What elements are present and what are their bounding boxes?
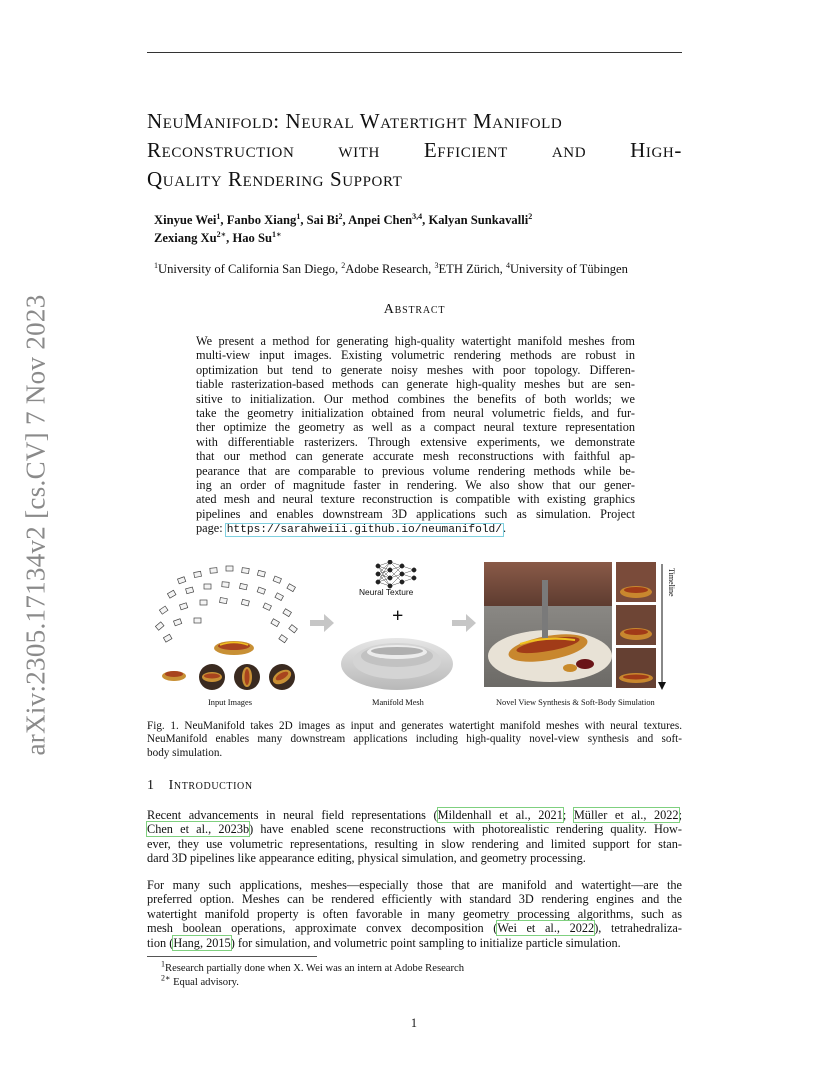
abstract-line: ated mesh and neural texture reconstruction is compatible with existing graphics bbox=[196, 492, 635, 507]
affil-name: University of Tübingen bbox=[509, 262, 628, 276]
author-sep: , bbox=[342, 213, 349, 227]
abstract-line: pipelines and enables downstream 3D applications such as simulation. Project bbox=[196, 506, 635, 521]
author-line-2 bbox=[154, 229, 674, 247]
manifold-mesh-label: Manifold Mesh bbox=[372, 698, 424, 707]
caption-line: NeuManifold enables many downstream applications including high-quality novel-view synthesis and soft- bbox=[147, 733, 682, 746]
author-sep: , bbox=[226, 231, 233, 245]
author-name: Xinyue Wei bbox=[154, 213, 217, 227]
footnote-2 bbox=[161, 973, 239, 989]
affil-sup: 1 bbox=[154, 260, 158, 270]
para-line bbox=[147, 936, 682, 950]
author-name: Zexiang Xu bbox=[154, 231, 217, 245]
affil-name: ETH Zürich, bbox=[438, 262, 506, 276]
footnote-sup: 1 bbox=[161, 959, 165, 969]
author-list bbox=[154, 211, 674, 247]
abstract-line: pearance that are comparable to previous volume rendering methods while be- bbox=[196, 463, 635, 478]
neural-network-icon bbox=[376, 560, 416, 588]
abstract-line: sitive to initialization. Our method combines the benefits of both worlds; we bbox=[196, 391, 635, 406]
text-run: ; bbox=[562, 808, 574, 822]
affil-sup: 2 bbox=[341, 260, 346, 270]
author-name: Hao Su bbox=[232, 231, 273, 245]
paper-title bbox=[147, 107, 682, 194]
affil-name: University of California San Diego, bbox=[158, 262, 342, 276]
teaser-illustration bbox=[150, 560, 680, 710]
affil-sup: 3 bbox=[434, 260, 439, 270]
arrow-icon bbox=[452, 614, 476, 632]
affiliations bbox=[154, 261, 674, 277]
text-run: ; bbox=[678, 808, 682, 822]
author-name: Sai Bi bbox=[306, 213, 339, 227]
camera-dome bbox=[155, 566, 297, 643]
title-line-2 bbox=[147, 136, 682, 165]
title-line-3: Quality Rendering Support bbox=[147, 167, 403, 191]
text-run: mesh boolean operations, approximate convex decomposition ( bbox=[147, 921, 498, 936]
arxiv-id: arXiv:2305.17134v2 [cs.CV] 7 Nov 2023 bbox=[20, 294, 51, 756]
author-sup: 3,4 bbox=[412, 211, 423, 221]
center-hotdog bbox=[214, 641, 254, 655]
author-sup: 2 bbox=[528, 211, 533, 221]
abstract-line: multi-view input images. Existing volumetric rendering methods are robust in bbox=[196, 348, 635, 363]
neural-texture-label: Neural Texture bbox=[359, 587, 414, 597]
abstract-line: optimization but tend to generate noisy meshes with poor topology. Differen- bbox=[196, 362, 635, 377]
title-word: High- bbox=[630, 138, 682, 162]
citation-link[interactable]: Hang, 2015 bbox=[173, 935, 231, 950]
author-sup: 1 bbox=[296, 211, 301, 221]
footnote-rule bbox=[147, 956, 317, 957]
title-word: Reconstruction bbox=[147, 138, 295, 162]
plus-sign: + bbox=[392, 605, 404, 627]
text-run: Recent advancements in neural field representations ( bbox=[147, 808, 438, 822]
para-line: ever, they use volumetric representations, resulting in slow rendering and limited support for stan- bbox=[147, 836, 682, 851]
author-sup: 2∗ bbox=[216, 229, 227, 239]
abstract-body bbox=[196, 334, 635, 538]
intro-paragraph-2 bbox=[147, 878, 682, 950]
author-line-1 bbox=[154, 211, 674, 229]
text-run: tion ( bbox=[147, 935, 174, 950]
para-line: dard 3D pipelines like appearance editing, physical simulation, and geometry processing. bbox=[147, 851, 586, 866]
author-name: Kalyan Sunkavalli bbox=[428, 213, 529, 227]
text-run: ) for simulation, and volumetric point sampling to initialize particle simulation. bbox=[230, 935, 621, 950]
section-heading bbox=[147, 778, 253, 794]
author-sep: , bbox=[422, 213, 429, 227]
abstract-url-suffix: . bbox=[502, 521, 507, 536]
page-number: 1 bbox=[410, 1016, 418, 1030]
citation-link[interactable]: Mildenhall et al., 2021 bbox=[437, 808, 563, 822]
author-sep: , bbox=[220, 213, 227, 227]
para-line bbox=[147, 822, 682, 836]
para-line: watertight manifold property is often favorable in many geometry processing algorithms, such as bbox=[147, 906, 682, 921]
novel-view-render bbox=[484, 562, 612, 687]
para-line: preferred option. Meshes can be rendered efficiently with standard 3D rendering engines and the bbox=[147, 892, 682, 907]
teaser-figure bbox=[150, 560, 680, 710]
arxiv-stamp bbox=[16, 290, 56, 760]
result-label: Novel View Synthesis & Soft-Body Simulation bbox=[496, 698, 655, 707]
title-word: Efficient bbox=[423, 138, 508, 162]
abstract-line: take the geometry initialization obtained from neural volumetric fields, and fur- bbox=[196, 406, 635, 421]
top-rule bbox=[147, 52, 682, 53]
author-name: Anpei Chen bbox=[348, 213, 413, 227]
abstract-line: with differentiable rasterizers. Through extensive experiments, we demonstrate bbox=[196, 434, 635, 449]
title-line-1: NeuManifold: Neural Watertight Manifold bbox=[147, 109, 563, 133]
abstract-line: that our method can generate accurate mesh reconstructions with faithful ap- bbox=[196, 449, 635, 464]
timeline-frames bbox=[616, 562, 656, 688]
abstract-line: We present a method for generating high-quality watertight manifold meshes from bbox=[196, 334, 635, 348]
intro-paragraph-1 bbox=[147, 808, 682, 866]
footnote-1 bbox=[161, 959, 465, 975]
author-sup: 2 bbox=[338, 211, 343, 221]
caption-line: Fig. 1. NeuManifold takes 2D images as input and generates watertight manifold meshes with neural textures. bbox=[147, 720, 682, 732]
text-run: ) have enabled scene reconstructions with photorealistic rendering quality. How- bbox=[249, 822, 682, 837]
section-number: 1 bbox=[147, 778, 155, 793]
affil-sup: 4 bbox=[505, 260, 510, 270]
citation-link[interactable]: Chen et al., 2023b bbox=[147, 822, 250, 837]
affil-name: Adobe Research, bbox=[345, 262, 435, 276]
abstract-line: ing an order of magnitude faster in rendering. We also show that our gener- bbox=[196, 478, 635, 493]
citation-link[interactable]: Wei et al., 2022 bbox=[497, 921, 595, 936]
author-sup: 1 bbox=[216, 211, 221, 221]
abstract-heading: Abstract bbox=[383, 302, 446, 317]
author-sup: 1∗ bbox=[272, 229, 282, 239]
text-run: ), tetrahedraliza- bbox=[594, 921, 682, 936]
title-word: and bbox=[551, 138, 587, 162]
arrow-icon bbox=[310, 614, 334, 632]
project-page-link[interactable]: https://sarahweiii.github.io/neumanifold/ bbox=[226, 524, 502, 537]
author-sep: , bbox=[300, 213, 307, 227]
input-images-label: Input Images bbox=[208, 698, 252, 707]
abstract-line: ther optimize the geometry as well as a compact neural texture representation bbox=[196, 420, 635, 435]
arrow-down-icon bbox=[658, 682, 666, 690]
caption-line: body simulation. bbox=[147, 746, 223, 759]
abstract-line: tiable rasterization-based methods can generate high-quality meshes but are sen- bbox=[196, 377, 635, 392]
section-title: Introduction bbox=[168, 778, 253, 793]
abstract-line bbox=[196, 521, 635, 537]
para-line bbox=[147, 921, 682, 935]
title-word: with bbox=[338, 138, 380, 162]
author-name: Fanbo Xiang bbox=[226, 213, 297, 227]
footnote-sup: 2∗ bbox=[161, 973, 171, 983]
para-line bbox=[147, 808, 682, 822]
manifold-mesh-render bbox=[341, 638, 453, 690]
timeline-label: Timeline bbox=[667, 568, 676, 597]
footnote-text: Equal advisory. bbox=[170, 977, 239, 988]
footnote-text: Research partially done when X. Wei was an intern at Adobe Research bbox=[165, 963, 465, 974]
abstract-url-prefix: page: bbox=[196, 521, 226, 536]
input-thumbnails bbox=[160, 662, 295, 690]
figure-caption bbox=[147, 720, 682, 760]
para-line: For many such applications, meshes—especially those that are manifold and watertight—are the bbox=[147, 878, 682, 892]
citation-link[interactable]: Müller et al., 2022 bbox=[573, 808, 679, 822]
